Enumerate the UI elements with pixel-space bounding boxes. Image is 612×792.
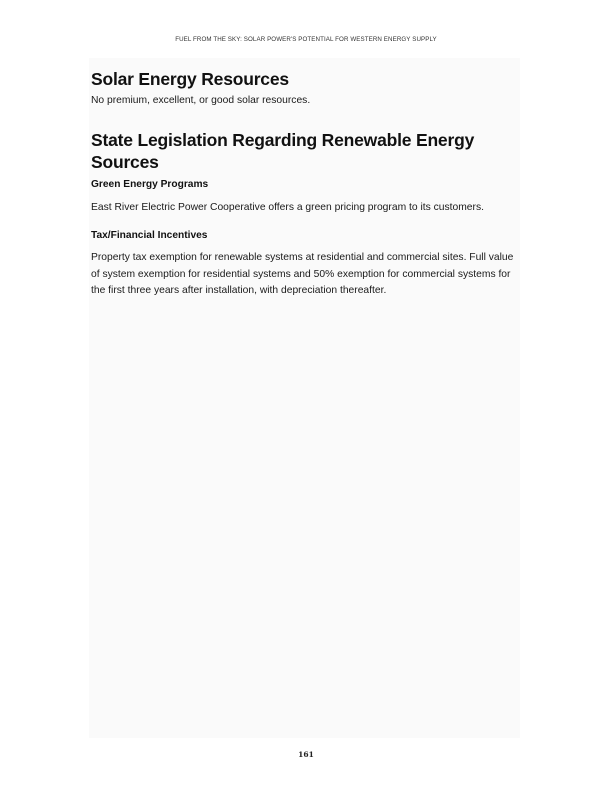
running-header: FUEL FROM THE SKY: SOLAR POWER'S POTENTIAL FOR WESTERN ENERGY SUPPLY xyxy=(175,36,437,43)
green-programs-heading: Green Energy Programs xyxy=(91,178,209,190)
solar-resources-text: No premium, excellent, or good solar resources. xyxy=(91,95,311,106)
document-body xyxy=(91,68,521,300)
page-number: 161 xyxy=(298,750,314,759)
tax-incentives-text: Property tax exemption for renewable systems at residential and commercial sites. Full value of system exemption for residential systems and 50% exemption for commercial systems for the first three years after installation, with depreciation thereafter. xyxy=(91,252,514,296)
green-programs-text: East River Electric Power Cooperative offers a green pricing program to its customers. xyxy=(91,201,484,213)
solar-resources-heading: Solar Energy Resources xyxy=(91,69,289,89)
tax-incentives-heading: Tax/Financial Incentives xyxy=(91,230,208,241)
legislation-heading: State Legislation Regarding Renewable Energy Sources xyxy=(91,129,475,172)
